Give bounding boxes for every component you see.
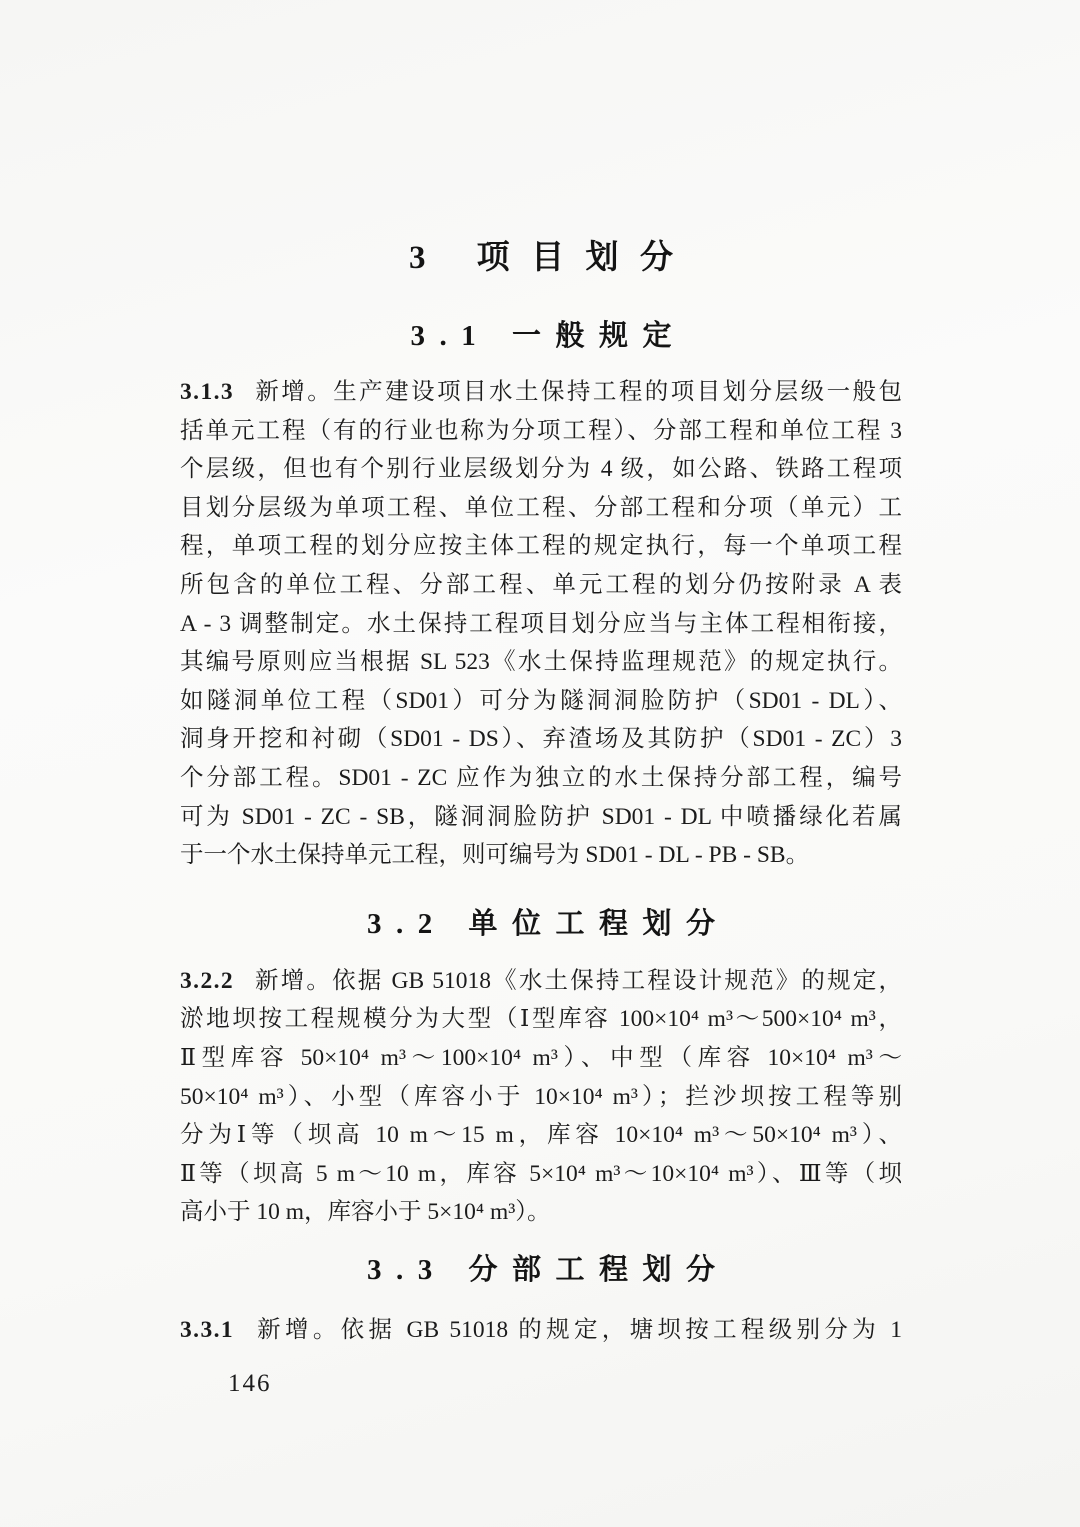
text-line: 程，单项工程的划分应按主体工程的规定执行，每一个单项工程 — [180, 533, 902, 560]
text-line: 50×10⁴ m³）、小型（库容小于 10×10⁴ m³）；拦沙坝按工程等别 — [180, 1083, 902, 1110]
clause-3-1-3 — [180, 373, 902, 875]
clause-number: 3.1.3 — [180, 379, 235, 405]
clause-number: 3.2.2 — [180, 967, 235, 994]
text-line: A - 3 调整制定。水土保持工程项目划分应当与主体工程相衔接， — [180, 610, 902, 637]
text-line: 高小于 10 m，库容小于 5×10⁴ m³）。 — [180, 1199, 551, 1226]
chapter-title: 3 项目划分 — [408, 240, 695, 276]
text-line-content: 新增。依据 GB 51018 的规定，塘坝按工程级别分为 1 — [252, 1316, 902, 1343]
text-line: Ⅱ型库容 50×10⁴ m³～100×10⁴ m³）、中型（库容 10×10⁴ m³～ — [180, 1044, 902, 1071]
page-number: 146 — [228, 1370, 272, 1398]
text-line: 所包含的单位工程、分部工程、单元工程的划分仍按附录 A 表 — [180, 571, 902, 598]
text-line-content: 新增。依据 GB 51018《水土保持工程设计规范》的规定， — [252, 967, 902, 994]
text-line: 如隧洞单位工程（SD01）可分为隧洞洞脸防护（SD01 - DL）、 — [180, 687, 902, 714]
text-line: 个分部工程。SD01 - ZC 应作为独立的水土保持分部工程，编号 — [180, 764, 902, 791]
text-line: 可为 SD01 - ZC - SB，隧洞洞脸防护 SD01 - DL 中喷播绿化若属 — [180, 803, 902, 830]
text-line-content: 新增。生产建设项目水土保持工程的项目划分层级一般包 — [252, 379, 902, 405]
section-heading-3-3: 3.3 分部工程划分 — [366, 1253, 730, 1286]
section-heading-3-1: 3.1 一般规定 — [410, 320, 686, 352]
text-line: 括单元工程（有的行业也称为分项工程）、分部工程和单位工程 3 — [180, 417, 902, 444]
text-line: 分为Ⅰ等（坝高 10 m～15 m，库容 10×10⁴ m³～50×10⁴ m³）、 — [180, 1122, 902, 1149]
text-line — [180, 1311, 902, 1350]
text-line — [180, 373, 902, 412]
text-line: 个层级，但也有个别行业层级划分为 4 级，如公路、铁路工程项 — [180, 456, 902, 483]
text-line: 于一个水土保持单元工程，则可编号为 SD01 - DL - PB - SB。 — [180, 842, 810, 869]
clause-3-3-1 — [180, 1311, 902, 1350]
section-heading-3-2: 3.2 单位工程划分 — [366, 907, 730, 940]
clause-number: 3.3.1 — [180, 1316, 235, 1343]
text-line: 洞身开挖和衬砌（SD01 - DS）、弃渣场及其防护（SD01 - ZC）3 — [180, 726, 902, 753]
text-line: 其编号原则应当根据 SL 523《水土保持监理规范》的规定执行。 — [180, 649, 902, 676]
text-column — [180, 0, 902, 1400]
text-line — [180, 962, 902, 1001]
text-line: Ⅱ等（坝高 5 m～10 m，库容 5×10⁴ m³～10×10⁴ m³）、Ⅲ等（坝 — [180, 1160, 902, 1187]
text-line: 目划分层级为单项工程、单位工程、分部工程和分项（单元）工 — [180, 494, 902, 521]
clause-3-2-2 — [180, 962, 902, 1232]
text-line: 淤地坝按工程规模分为大型（Ⅰ型库容 100×10⁴ m³～500×10⁴ m³， — [180, 1006, 902, 1033]
